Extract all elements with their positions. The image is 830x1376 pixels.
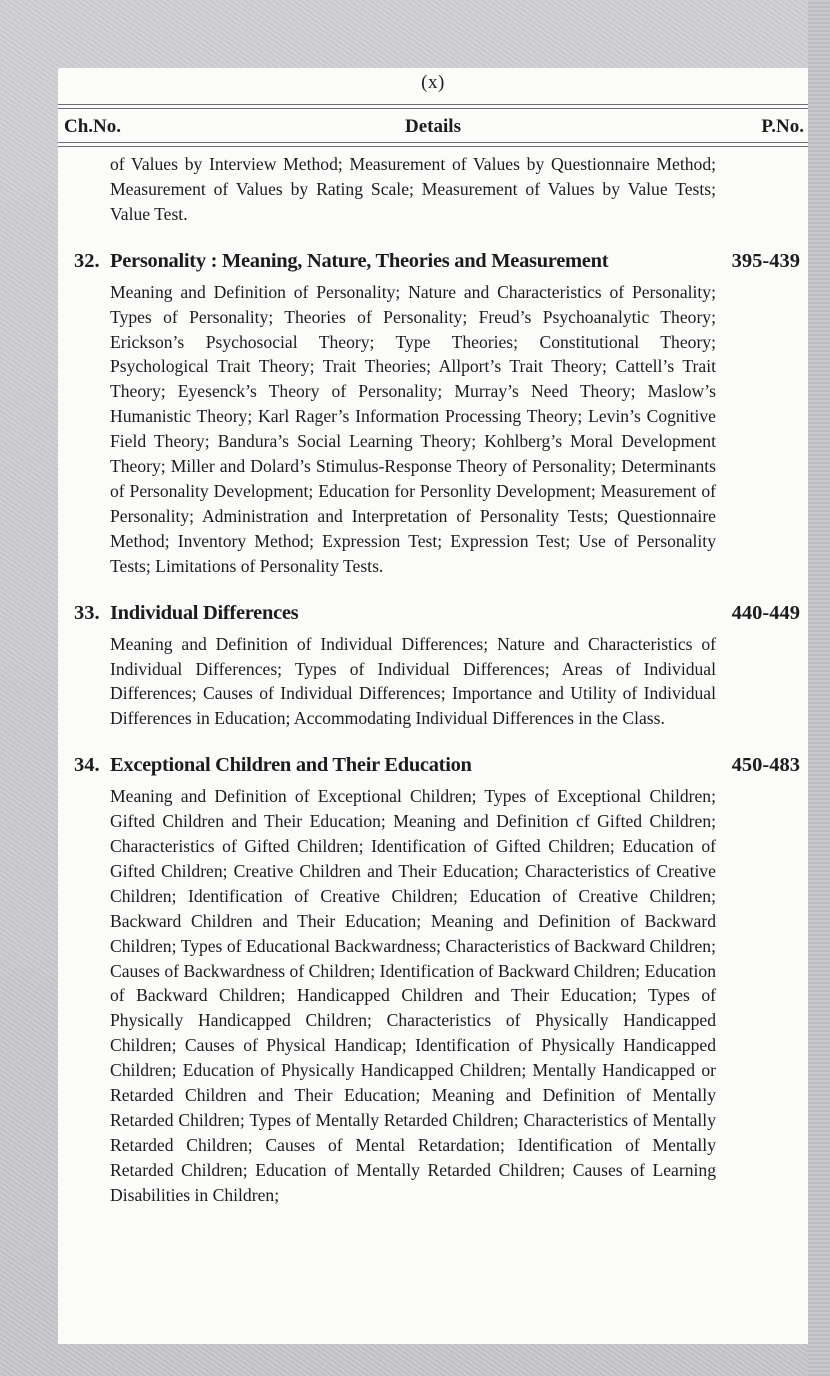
header-rule-bottom	[58, 142, 808, 147]
chapter-details: Meaning and Definition of Personality; Nature and Characteristics of Personality; Types of Personality; Theories of Personality; Freud’s Psychoanalytic Theory; Erickson’s Psychosocial Theory; Type Theories; Constitutional Theory; Psychological Trait Theory; Trait Theories; Allport’s Trait Theory; Cattell’s Trait Theory; Eyesenck’s Theory of Personality; Murray’s Need Theory; Maslow’s Humanistic Theory; Karl Rager’s Information Processing Theory; Levin’s Cognitive Field Theory; Bandura’s Social Learning Theory; Kohlberg’s Moral Development Theory; Miller and Dolard’s Stimulus-Response Theory of Personality; Determinants of Personality Development; Education for Personlity Development; Measurement of Personality; Administration and Interpretation of Personality Tests; Questionnaire Method; Inventory Method; Expression Test; Expression Test; Use of Personality Tests; Limitations of Personality Tests.	[110, 281, 716, 576]
header-rule-top	[58, 104, 808, 109]
chapter-heading	[58, 752, 808, 784]
chapter-number: 32.	[74, 249, 100, 272]
header-details: Details	[405, 116, 461, 137]
contents-list	[58, 152, 808, 1208]
header-ch-no: Ch.No.	[64, 116, 122, 137]
chapter-entry	[58, 752, 808, 1207]
chapter-pages: 450-483	[731, 754, 800, 777]
chapter-title: Personality : Meaning, Nature, Theories and Measurement	[110, 249, 609, 272]
chapter-details: Meaning and Definition of Exceptional Children; Types of Exceptional Children; Gifted Children and Their Education; Meaning and Definition cf Gifted Children; Characteristics of Gifted Children; Identification of Gifted Children; Education of Gifted Children; Creative Children and Their Education; Characteristics of Creative Children; Identification of Creative Children; Education of Creative Children; Backward Children and Their Education; Meaning and Definition of Backward Children; Types of Educational Backwardness; Characteristics of Backward Children; Causes of Backwardness of Children; Identification of Backward Children; Education of Backward Children; Handicapped Children and Their Education; Types of Physically Handicapped Children; Characteristics of Physically Handicapped Children; Causes of Physical Handicap; Identification of Physically Handicapped Children; Education of Physically Handicapped Children; Mentally Handicapped or Retarded Children and Their Education; Meaning and Definition of Mentally Retarded Children; Types of Mentally Retarded Children; Characteristics of Mentally Retarded Children; Causes of Mental Retardation; Identification of Mentally Retarded Children; Education of Mentally Retarded Children; Causes of Learning Disabilities in Children;	[110, 786, 716, 1205]
chapter-number: 33.	[74, 601, 100, 624]
chapter-heading	[58, 248, 808, 280]
chapter-details: Meaning and Definition of Individual Differences; Nature and Characteristics of Individual Differences; Types of Individual Differences; Areas of Individual Differences; Causes of Individual Differences; Importance and Utility of Individual Differences in Education; Accommodating Individual Differences in the Class.	[110, 633, 716, 729]
header-p-no: P.No.	[761, 116, 804, 137]
chapter-heading	[58, 600, 808, 632]
chapter-title: Individual Differences	[110, 601, 299, 624]
chapter-number: 34.	[74, 754, 100, 777]
continued-details: of Values by Interview Method; Measurement of Values by Questionnaire Method; Measurement of Values by Rating Scale; Measurement of Values by Value Tests; Value Test.	[110, 154, 716, 224]
table-header	[58, 114, 808, 140]
chapter-entry	[58, 248, 808, 579]
chapter-pages: 395-439	[731, 249, 800, 272]
chapter-entry	[58, 600, 808, 732]
page-folio: (x)	[421, 72, 445, 93]
chapter-pages: 440-449	[731, 601, 800, 624]
chapter-title: Exceptional Children and Their Education	[110, 754, 472, 777]
book-page	[58, 68, 808, 1344]
page-edge-strip	[808, 0, 830, 1376]
